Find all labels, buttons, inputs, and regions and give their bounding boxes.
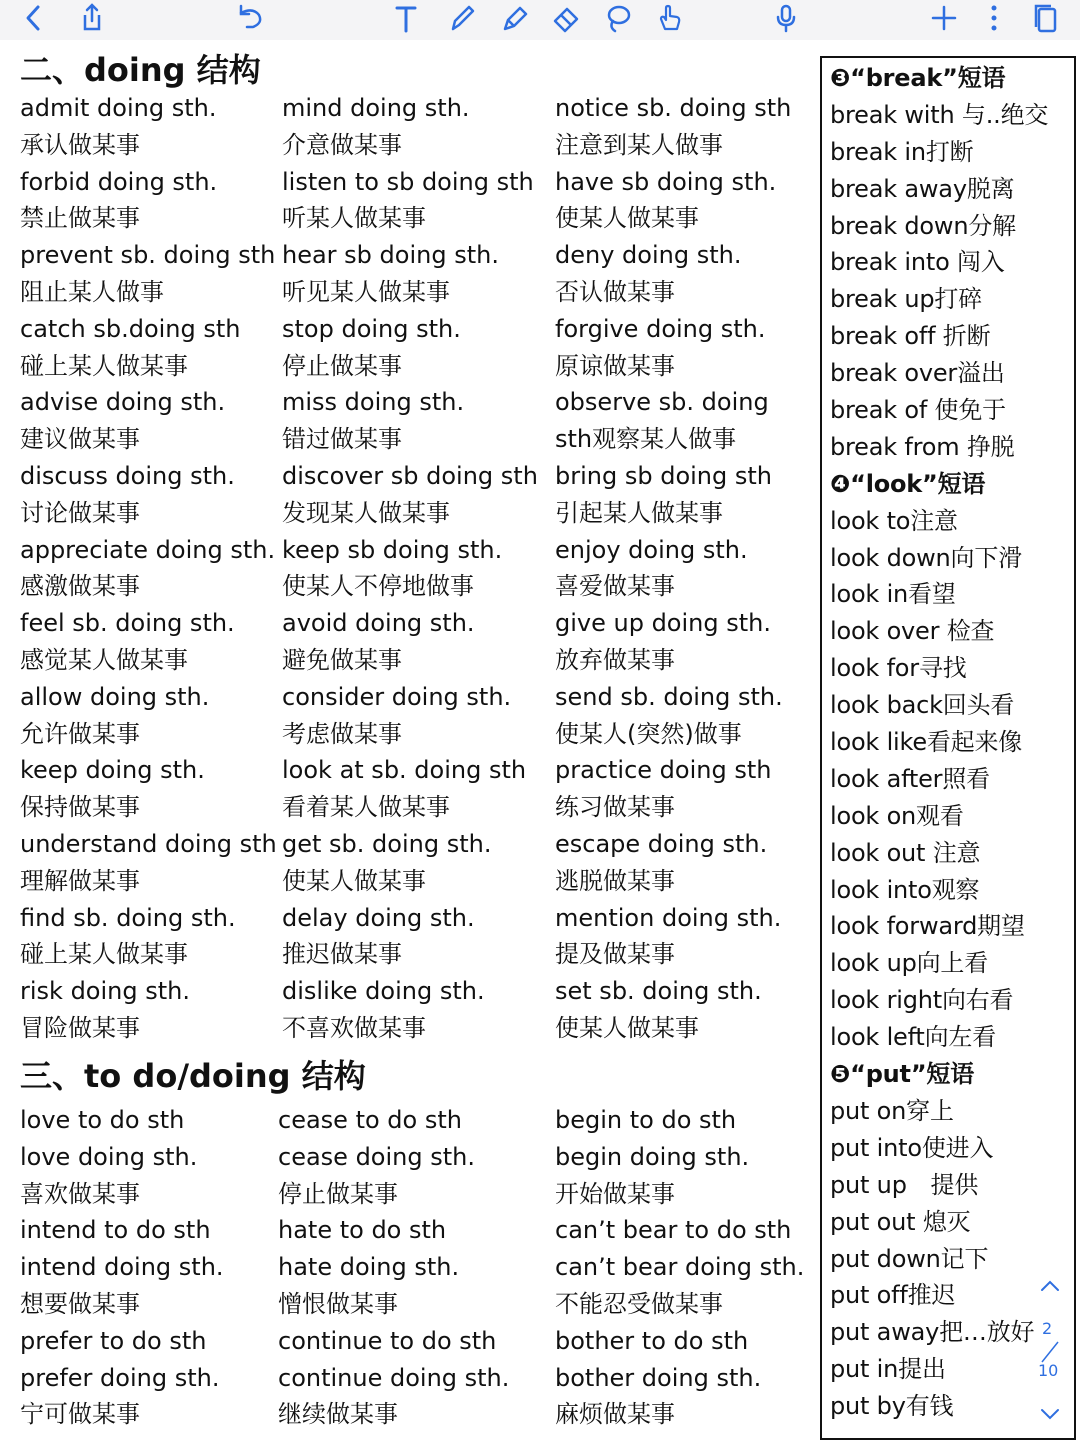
doing-entry xyxy=(555,384,817,458)
entry-meaning: 阻止某人做事 xyxy=(20,277,164,306)
doing-entry xyxy=(282,458,552,532)
look-phrase: look into观察 xyxy=(830,875,980,904)
doing-entry xyxy=(555,164,817,238)
break-phrase: break into 闯入 xyxy=(830,248,1005,277)
entry-meaning: 错过做某事 xyxy=(282,425,402,454)
entry-phrase: escape doing sth. xyxy=(555,829,768,858)
entry-meaning: 看着某人做某事 xyxy=(282,793,450,822)
entry-meaning: 冒险做某事 xyxy=(20,1013,140,1042)
doing-entry xyxy=(555,679,817,753)
entry-meaning: 使某人不停地做事 xyxy=(282,572,474,601)
entry-phrase: forbid doing sth. xyxy=(20,167,218,196)
undo-button[interactable] xyxy=(228,0,272,36)
phrase-list xyxy=(830,60,1074,1425)
entry-meaning: 练习做某事 xyxy=(555,793,675,822)
entry-phrase: give up doing sth. xyxy=(555,609,771,638)
put-phrase: put up 提供 xyxy=(830,1170,979,1199)
entry-phrase: enjoy doing sth. xyxy=(555,535,748,564)
entry-phrase: mind doing sth. xyxy=(282,94,470,122)
doing-entry xyxy=(282,826,552,900)
microphone-icon xyxy=(771,3,801,33)
entry-meaning: 逃脱做某事 xyxy=(555,866,675,895)
todo-entry xyxy=(555,1212,817,1322)
entry-meaning: 感觉某人做某事 xyxy=(20,645,188,674)
entry-phrase: appreciate doing sth. xyxy=(20,535,276,564)
todo-entry xyxy=(20,1212,275,1322)
share-icon xyxy=(77,3,107,33)
put-phrase: put away把…放好 xyxy=(830,1318,1035,1347)
entry-meaning: 保持做某事 xyxy=(20,793,140,822)
doing-entry xyxy=(20,826,280,900)
pages-button[interactable] xyxy=(1024,0,1068,36)
doing-entry xyxy=(282,90,552,164)
entry-phrase: prefer doing sth. xyxy=(20,1363,220,1392)
doing-entry xyxy=(282,384,552,458)
entry-phrase: allow doing sth. xyxy=(20,682,210,711)
break-phrase: break away脱离 xyxy=(830,174,1015,203)
doing-entry xyxy=(20,679,280,753)
chevron-left-icon xyxy=(19,3,49,33)
look-phrase: look after照看 xyxy=(830,764,990,793)
todo-entry xyxy=(278,1212,553,1322)
doing-entry xyxy=(282,237,552,311)
entry-meaning: 使某人做某事 xyxy=(282,866,426,895)
look-phrases-header: ❹“look”短语 xyxy=(830,469,986,498)
entry-meaning: 不喜欢做某事 xyxy=(282,1013,426,1042)
pages-icon xyxy=(1031,3,1061,33)
entry-phrase: cease doing sth. xyxy=(278,1142,475,1171)
look-phrase: look up向上看 xyxy=(830,949,989,978)
pen-icon xyxy=(447,3,477,33)
entry-phrase: feel sb. doing sth. xyxy=(20,609,235,638)
entry-phrase: look at sb. doing sth xyxy=(282,756,527,785)
doing-entry xyxy=(282,311,552,385)
put-phrase: put off推迟 xyxy=(830,1281,956,1310)
entry-phrase: keep sb doing sth. xyxy=(282,535,503,564)
doing-entry xyxy=(20,752,280,826)
entry-phrase: hear sb doing sth. xyxy=(282,241,499,270)
section-todo-title: 三、to do/doing 结构 xyxy=(20,1057,366,1095)
entry-meaning: 避免做某事 xyxy=(282,645,402,674)
entry-meaning: 停止做某事 xyxy=(282,351,402,380)
phrase-box xyxy=(820,56,1076,1440)
entry-phrase: continue doing sth. xyxy=(278,1363,510,1392)
entry-phrase: can’t bear doing sth. xyxy=(555,1253,805,1282)
entry-meaning: sth观察某人做事 xyxy=(555,425,737,454)
doing-entry xyxy=(20,532,280,606)
entry-phrase: hate to do sth xyxy=(278,1216,447,1245)
todo-entry xyxy=(20,1102,275,1212)
entry-meaning: 停止做某事 xyxy=(278,1179,398,1208)
entry-phrase: catch sb.doing sth xyxy=(20,314,241,343)
entry-phrase: bring sb doing sth xyxy=(555,461,772,490)
doing-entry xyxy=(20,237,280,311)
entry-meaning: 麻烦做某事 xyxy=(555,1400,675,1429)
toolbar xyxy=(0,0,1080,41)
entry-phrase: admit doing sth. xyxy=(20,94,217,122)
entry-phrase: delay doing sth. xyxy=(282,903,475,932)
todo-entry xyxy=(555,1323,817,1433)
page-navigator xyxy=(1030,1272,1070,1432)
entry-meaning: 宁可做某事 xyxy=(20,1400,140,1429)
doing-entry xyxy=(555,752,817,826)
look-phrase: look on观看 xyxy=(830,801,964,830)
put-phrase: put down记下 xyxy=(830,1244,989,1273)
doing-column-1 xyxy=(20,90,280,1047)
break-phrase: break of 使免于 xyxy=(830,396,1006,425)
break-phrase: break down分解 xyxy=(830,211,1016,240)
look-phrase: look back回头看 xyxy=(830,691,1015,720)
entry-meaning: 碰上某人做某事 xyxy=(20,940,188,969)
entry-phrase: understand doing sth xyxy=(20,829,277,858)
entry-phrase: begin doing sth. xyxy=(555,1142,750,1171)
entry-meaning: 讨论做某事 xyxy=(20,498,140,527)
entry-meaning: 感激做某事 xyxy=(20,572,140,601)
entry-meaning: 提及做某事 xyxy=(555,940,675,969)
entry-phrase: love doing sth. xyxy=(20,1142,198,1171)
doing-entry xyxy=(555,237,817,311)
doing-entry xyxy=(20,458,280,532)
look-phrase: look like看起来像 xyxy=(830,728,1023,757)
break-phrases-list xyxy=(830,97,1074,466)
microphone-button[interactable] xyxy=(764,0,808,36)
text-cursor-icon xyxy=(391,3,421,33)
break-phrase: break with 与..绝交 xyxy=(830,100,1049,129)
entry-phrase: advise doing sth. xyxy=(20,388,226,417)
entry-phrase: bother to do sth xyxy=(555,1326,749,1355)
lasso-tool-button[interactable] xyxy=(596,0,640,36)
entry-meaning: 注意到某人做事 xyxy=(555,130,723,159)
entry-phrase: miss doing sth. xyxy=(282,388,465,417)
entry-meaning: 使某人(突然)做事 xyxy=(555,719,742,748)
look-phrase: look over 检查 xyxy=(830,617,995,646)
look-phrase: look to注意 xyxy=(830,506,958,535)
current-page-number: 2 xyxy=(1042,1319,1053,1338)
doing-entry xyxy=(20,384,280,458)
entry-phrase: keep doing sth. xyxy=(20,756,205,785)
entry-meaning: 喜爱做某事 xyxy=(555,572,675,601)
doing-entry xyxy=(20,90,280,164)
entry-phrase: intend to do sth xyxy=(20,1216,211,1245)
entry-phrase: can’t bear to do sth xyxy=(555,1216,792,1245)
entry-meaning: 引起某人做某事 xyxy=(555,498,723,527)
document-page[interactable] xyxy=(0,40,1080,1440)
doing-entry xyxy=(282,532,552,606)
put-phrase: put into使进入 xyxy=(830,1133,994,1162)
break-phrase: break from 挣脱 xyxy=(830,432,1015,461)
todo-entry xyxy=(20,1323,275,1433)
entry-meaning: 理解做某事 xyxy=(20,866,140,895)
hand-icon xyxy=(655,3,685,33)
doing-entry xyxy=(282,900,552,974)
doing-entry xyxy=(282,752,552,826)
entry-meaning: 喜欢做某事 xyxy=(20,1179,140,1208)
chevron-up-icon[interactable] xyxy=(1030,1272,1070,1300)
back-button[interactable] xyxy=(12,0,56,36)
doing-entry xyxy=(555,532,817,606)
entry-phrase: have sb doing sth. xyxy=(555,167,777,196)
entry-phrase: consider doing sth. xyxy=(282,682,512,711)
entry-meaning: 使某人做某事 xyxy=(555,204,699,233)
plus-icon xyxy=(929,3,959,33)
entry-phrase: practice doing sth xyxy=(555,756,772,785)
break-phrase: break off 折断 xyxy=(830,322,991,351)
text-tool-button[interactable] xyxy=(384,0,428,36)
doing-entry xyxy=(282,973,552,1047)
doing-entry xyxy=(555,900,817,974)
break-phrase: break up打碎 xyxy=(830,285,983,314)
entry-meaning: 原谅做某事 xyxy=(555,351,675,380)
look-phrase: look for寻找 xyxy=(830,654,967,683)
lasso-icon xyxy=(603,3,633,33)
look-phrases-list xyxy=(830,503,1074,1056)
entry-phrase: hate doing sth. xyxy=(278,1253,460,1282)
add-button[interactable] xyxy=(922,0,966,36)
entry-meaning: 想要做某事 xyxy=(20,1289,140,1318)
more-button[interactable] xyxy=(972,0,1016,36)
doing-entry xyxy=(282,679,552,753)
entry-phrase: mention doing sth. xyxy=(555,903,782,932)
todo-column-2 xyxy=(278,1102,553,1433)
entry-meaning: 禁止做某事 xyxy=(20,204,140,233)
entry-meaning: 听见某人做某事 xyxy=(282,277,450,306)
doing-entry xyxy=(20,900,280,974)
entry-meaning: 不能忍受做某事 xyxy=(555,1289,723,1318)
put-phrase: put on穿上 xyxy=(830,1096,954,1125)
todo-entry xyxy=(278,1323,553,1433)
entry-phrase: avoid doing sth. xyxy=(282,609,475,638)
entry-phrase: dislike doing sth. xyxy=(282,977,485,1006)
entry-phrase: prefer to do sth xyxy=(20,1326,207,1355)
entry-phrase: love to do sth xyxy=(20,1106,185,1134)
put-phrase: put out 熄灭 xyxy=(830,1207,971,1236)
entry-phrase: prevent sb. doing sth xyxy=(20,241,276,270)
doing-entry xyxy=(555,90,817,164)
entry-meaning: 继续做某事 xyxy=(278,1400,398,1429)
entry-meaning: 介意做某事 xyxy=(282,130,402,159)
doing-entry xyxy=(555,605,817,679)
entry-phrase: continue to do sth xyxy=(278,1326,497,1355)
entry-meaning: 允许做某事 xyxy=(20,719,140,748)
entry-phrase: notice sb. doing sth xyxy=(555,94,792,122)
put-phrase: put in提出 xyxy=(830,1355,946,1384)
entry-phrase: forgive doing sth. xyxy=(555,314,766,343)
entry-meaning: 否认做某事 xyxy=(555,277,675,306)
pen-tool-button[interactable] xyxy=(440,0,484,36)
look-phrase: look out 注意 xyxy=(830,838,981,867)
entry-phrase: intend doing sth. xyxy=(20,1253,224,1282)
doing-entry xyxy=(282,605,552,679)
entry-meaning: 碰上某人做某事 xyxy=(20,351,188,380)
todo-column-1 xyxy=(20,1102,275,1433)
break-phrase: break over溢出 xyxy=(830,359,1005,388)
doing-column-2 xyxy=(282,90,552,1047)
entry-meaning: 发现某人做某事 xyxy=(282,498,450,527)
total-pages-number: 10 xyxy=(1038,1361,1059,1380)
entry-meaning: 推迟做某事 xyxy=(282,940,402,969)
eraser-icon xyxy=(551,3,581,33)
doing-column-3 xyxy=(555,90,817,1047)
entry-phrase: get sb. doing sth. xyxy=(282,829,492,858)
look-phrase: look in看望 xyxy=(830,580,956,609)
entry-meaning: 建议做某事 xyxy=(20,425,140,454)
undo-icon xyxy=(235,3,265,33)
entry-meaning: 考虑做某事 xyxy=(282,719,402,748)
entry-meaning: 使某人做某事 xyxy=(555,1013,699,1042)
eraser-tool-button[interactable] xyxy=(544,0,588,36)
doing-entry xyxy=(20,164,280,238)
doing-entry xyxy=(20,311,280,385)
entry-phrase: risk doing sth. xyxy=(20,977,190,1006)
look-phrase: look down向下滑 xyxy=(830,543,1022,572)
entry-meaning: 放弃做某事 xyxy=(555,645,675,674)
entry-phrase: observe sb. doing xyxy=(555,388,769,417)
break-phrase: break in打断 xyxy=(830,137,974,166)
entry-meaning: 听某人做某事 xyxy=(282,204,426,233)
entry-phrase: deny doing sth. xyxy=(555,241,742,270)
doing-entry xyxy=(20,973,280,1047)
put-phrase: put by有钱 xyxy=(830,1392,954,1421)
doing-entry xyxy=(555,311,817,385)
entry-meaning: 开始做某事 xyxy=(555,1179,675,1208)
break-phrases-header: ❸“break”短语 xyxy=(830,64,1006,92)
entry-phrase: set sb. doing sth. xyxy=(555,977,762,1006)
entry-meaning: 承认做某事 xyxy=(20,130,140,159)
look-phrase: look forward期望 xyxy=(830,912,1025,941)
entry-phrase: find sb. doing sth. xyxy=(20,903,236,932)
doing-entry xyxy=(555,458,817,532)
doing-entry xyxy=(555,973,817,1047)
todo-entry xyxy=(278,1102,553,1212)
highlighter-tool-button[interactable] xyxy=(492,0,536,36)
entry-phrase: cease to do sth xyxy=(278,1106,462,1134)
doing-entry xyxy=(555,826,817,900)
more-vertical-icon xyxy=(979,3,1009,33)
todo-entry xyxy=(555,1102,817,1212)
entry-phrase: listen to sb doing sth xyxy=(282,167,534,196)
entry-phrase: bother doing sth. xyxy=(555,1363,762,1392)
doing-entry xyxy=(282,164,552,238)
entry-phrase: stop doing sth. xyxy=(282,314,461,343)
share-button[interactable] xyxy=(70,0,114,36)
section-doing-title: 二、doing 结构 xyxy=(20,51,261,89)
highlighter-icon xyxy=(499,3,529,33)
entry-phrase: discuss doing sth. xyxy=(20,461,235,490)
look-phrase: look right向右看 xyxy=(830,986,1014,1015)
entry-meaning: 憎恨做某事 xyxy=(278,1289,398,1318)
entry-phrase: begin to do sth xyxy=(555,1106,737,1134)
look-phrase: look left向左看 xyxy=(830,1023,997,1052)
entry-phrase: send sb. doing sth. xyxy=(555,682,783,711)
entry-phrase: discover sb doing sth xyxy=(282,461,538,490)
doing-entry xyxy=(20,605,280,679)
touch-tool-button[interactable] xyxy=(648,0,692,36)
put-phrases-header: ❺“put”短语 xyxy=(830,1060,975,1089)
chevron-down-icon[interactable] xyxy=(1030,1400,1070,1428)
todo-column-3 xyxy=(555,1102,817,1433)
